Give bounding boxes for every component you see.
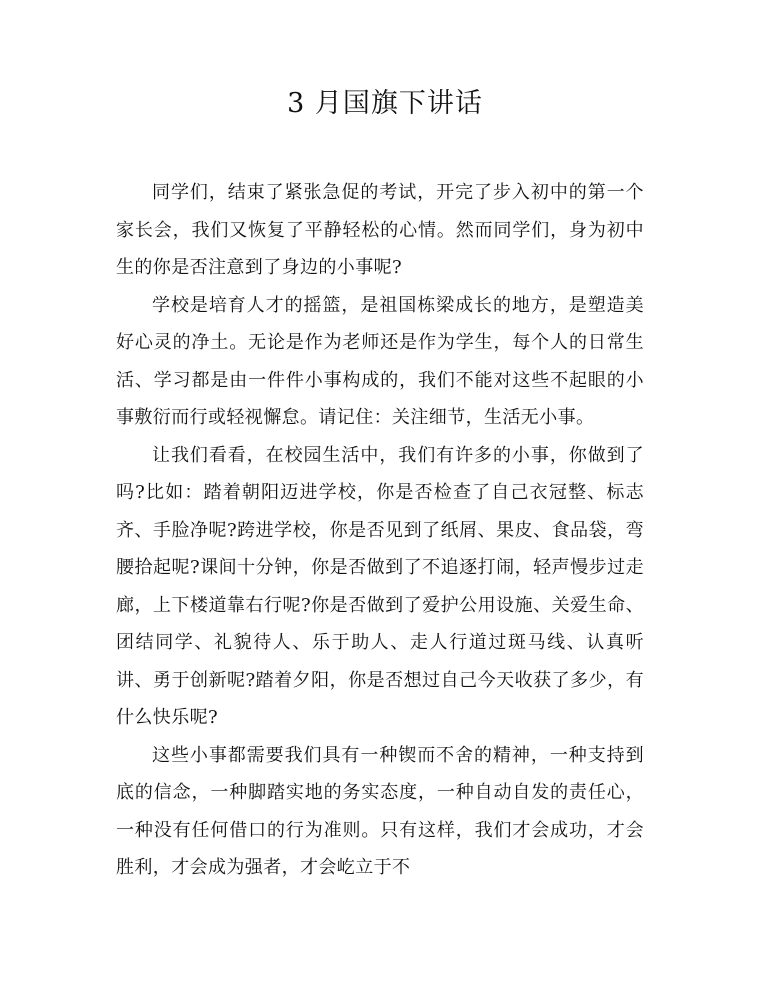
document-body <box>116 174 644 887</box>
paragraph-2: 学校是培育人才的摇篮，是祖国栋梁成长的地方，是塑造美好心灵的净土。无论是作为老师还是作为学生，每个人的日常生活、学习都是由一件件小事构成的，我们不能对这些不起眼的小事敷衍而行或轻视懈怠。请记住：关注细节，生活无小事。 <box>116 294 644 428</box>
document-title: 3 月国旗下讲话 <box>287 88 483 119</box>
paragraph-1: 同学们，结束了紧张急促的考试，开完了步入初中的第一个家长会，我们又恢复了平静轻松的心情。然而同学们，身为初中生的你是否注意到了身边的小事呢? <box>116 182 644 278</box>
paragraph-3: 让我们看看，在校园生活中，我们有许多的小事，你做到了吗?比如：踏着朝阳迈进学校，你是否检查了自己衣冠整、标志齐、手脸净呢?跨进学校，你是否见到了纸屑、果皮、食品袋，弯腰拾起呢?课间十分钟，你是否做到了不追逐打闹，轻声慢步过走廊，上下楼道靠右行呢?你是否做到了爱护公用设施、关爱生命、团结同学、礼貌待人、乐于助人、走人行道过斑马线、认真听讲、勇于创新呢?踏着夕阳，你是否想过自己今天收获了多少，有什么快乐呢? <box>116 444 644 728</box>
paragraph-4: 这些小事都需要我们具有一种锲而不舍的精神，一种支持到底的信念，一种脚踏实地的务实态度，一种自动自发的责任心，一种没有任何借口的行为准则。只有这样，我们才会成功，才会胜利，才会成为强者，才会屹立于不 <box>116 744 644 878</box>
